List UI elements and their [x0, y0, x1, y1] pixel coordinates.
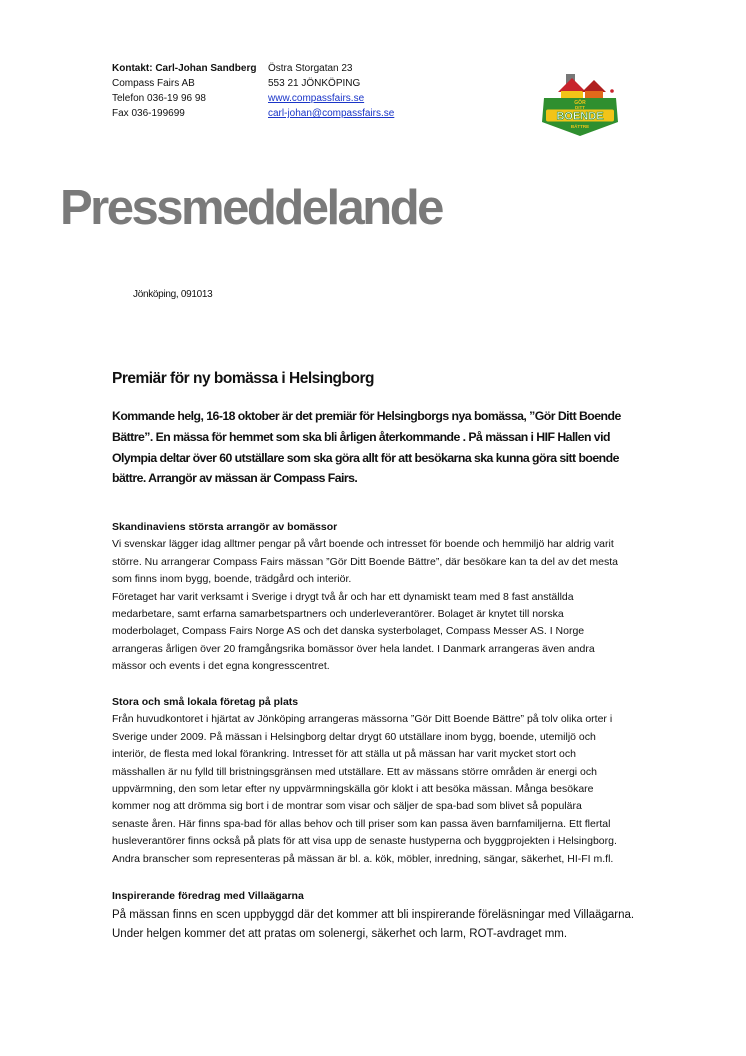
body-line: större. Nu arrangerar Compass Fairs mässan ”Gör Ditt Boende Bättre”, där besökare kan ta del av det mesta: [112, 555, 618, 568]
headline: Premiär för ny bomässa i Helsingborg: [112, 370, 374, 387]
fax-number: Fax 036-199699: [112, 108, 185, 119]
phone-number: Telefon 036-19 96 98: [112, 93, 206, 104]
body-line: Vi svenskar lägger idag alltmer pengar på vårt boende och intresset för boende och hemmiljö har aldrig varit: [112, 538, 614, 551]
body-line: Andra branscher som representeras på mässan är bl. a. kök, möbler, inredning, sängar, säkerhet, HI-FI m.fl.: [112, 852, 614, 865]
body-line: moderbolaget, Compass Fairs Norge AS och det danska systerbolaget, Compass Messer AS. I Norge: [112, 625, 585, 638]
logo-roof-right: [582, 80, 606, 92]
body-line: husleverantörer finns också på plats för att visa upp de senaste hustyperna och byggprojekten i Helsingborg.: [112, 835, 617, 848]
company-name: Compass Fairs AB: [112, 78, 195, 89]
section-heading: Skandinaviens största arrangör av bomässor: [112, 521, 338, 533]
dateline: Jönköping, 091013: [133, 289, 213, 300]
body-line: Under helgen kommer det att pratas om solenergi, säkerhet och larm, ROT-avdraget mm.: [112, 928, 568, 940]
lead-line: Olympia deltar över 60 utställare som ska göra allt för att besökarna ska kunna göra sitt boende: [112, 450, 619, 465]
postal-city: 553 21 JÖNKÖPING: [268, 78, 361, 89]
body-line: uppvärmning, den som letar efter ny uppvärmningskälla gör klokt i att besöka mässan. Många besökare: [112, 783, 594, 796]
lead-line: Kommande helg, 16-18 oktober är det premiär för Helsingborgs nya bomässa, ”Gör Ditt Boende: [112, 409, 621, 423]
logo-ditt-text: DITT: [575, 105, 585, 110]
section-skandinaviens: [112, 519, 618, 676]
logo-battre-text: BÄTTRE: [570, 124, 590, 129]
section-heading: Inspirerande föredrag med Villaägarna: [112, 890, 304, 902]
body-line: som finns inom bygg, boende, trädgård och interiör.: [112, 573, 352, 586]
lead-line: bättre. Arrangör av mässan är Compass Fairs.: [112, 471, 358, 486]
body-line: arrangeras årligen över 20 framgångsrika bomässor över hela landet. I Danmark arrangeras även andra: [112, 642, 595, 655]
body-line: senaste åren. Här finns spa-bad för allas behov och till priser som kan passa även barnfamiljerna. Ett flertal: [112, 817, 611, 830]
body-line: Sverige under 2009. På mässan i Helsingborg deltar drygt 60 utställare inom bygg, boende, utemiljö och: [112, 730, 596, 743]
logo-boende-text: BOENDE: [556, 110, 604, 123]
contact-person: Kontakt: Carl-Johan Sandberg: [112, 63, 257, 74]
body-line: mässor och events i det egna kongresscentret.: [112, 660, 330, 673]
lead-paragraph: [112, 406, 632, 489]
logo-roof-left: [558, 78, 586, 92]
lead-line: Bättre”. En mässa för hemmet som ska bli årligen återkommande . På mässan i HIF Hallen vid: [112, 429, 610, 444]
body-line: medarbetare, samt erfarna samarbetspartners och underleverantörer. Bolaget är knytet till norska: [112, 608, 564, 621]
address-block: [268, 61, 394, 121]
section-villaagarna: [112, 887, 634, 944]
email-link[interactable]: carl-johan@compassfairs.se: [268, 108, 395, 119]
logo-gor-text: GÖR: [574, 100, 586, 106]
street-address: Östra Storgatan 23: [268, 63, 353, 74]
page-title: Pressmeddelande: [60, 181, 442, 235]
body-line: Från huvudkontoret i hjärtat av Jönköping arrangeras mässorna ”Gör Ditt Boende Bättre” på tolv olika orter i: [112, 713, 613, 726]
website-link[interactable]: www.compassfairs.se: [268, 93, 365, 104]
section-heading: Stora och små lokala företag på plats: [112, 696, 299, 708]
section-lokala-foretag: [112, 694, 617, 868]
body-line: mässhallen är nu fylld till bristningsgränsen med utställare. Ett av mässans större områden är energi och: [112, 765, 597, 778]
body-line: interiör, de flesta med lokal förankring. Intresset för att ställa ut på mässan har varit mycket stort och: [112, 748, 576, 761]
gor-ditt-boende-battre-logo: [538, 70, 622, 138]
body-line: kommer nog att drömma sig bort i de montrar som visar och säljer de spa-bad som blivet så populära: [112, 800, 582, 813]
body-line: Företaget har varit verksamt i Sverige i drygt två år och har ett dynamiskt team med 8 fast anställda: [112, 590, 574, 603]
body-line: På mässan finns en scen uppbyggd där det kommer att bli inspirerande föreläsningar med Villaägarna.: [112, 909, 635, 921]
logo-dot: [610, 89, 614, 93]
contact-block: [112, 61, 256, 121]
